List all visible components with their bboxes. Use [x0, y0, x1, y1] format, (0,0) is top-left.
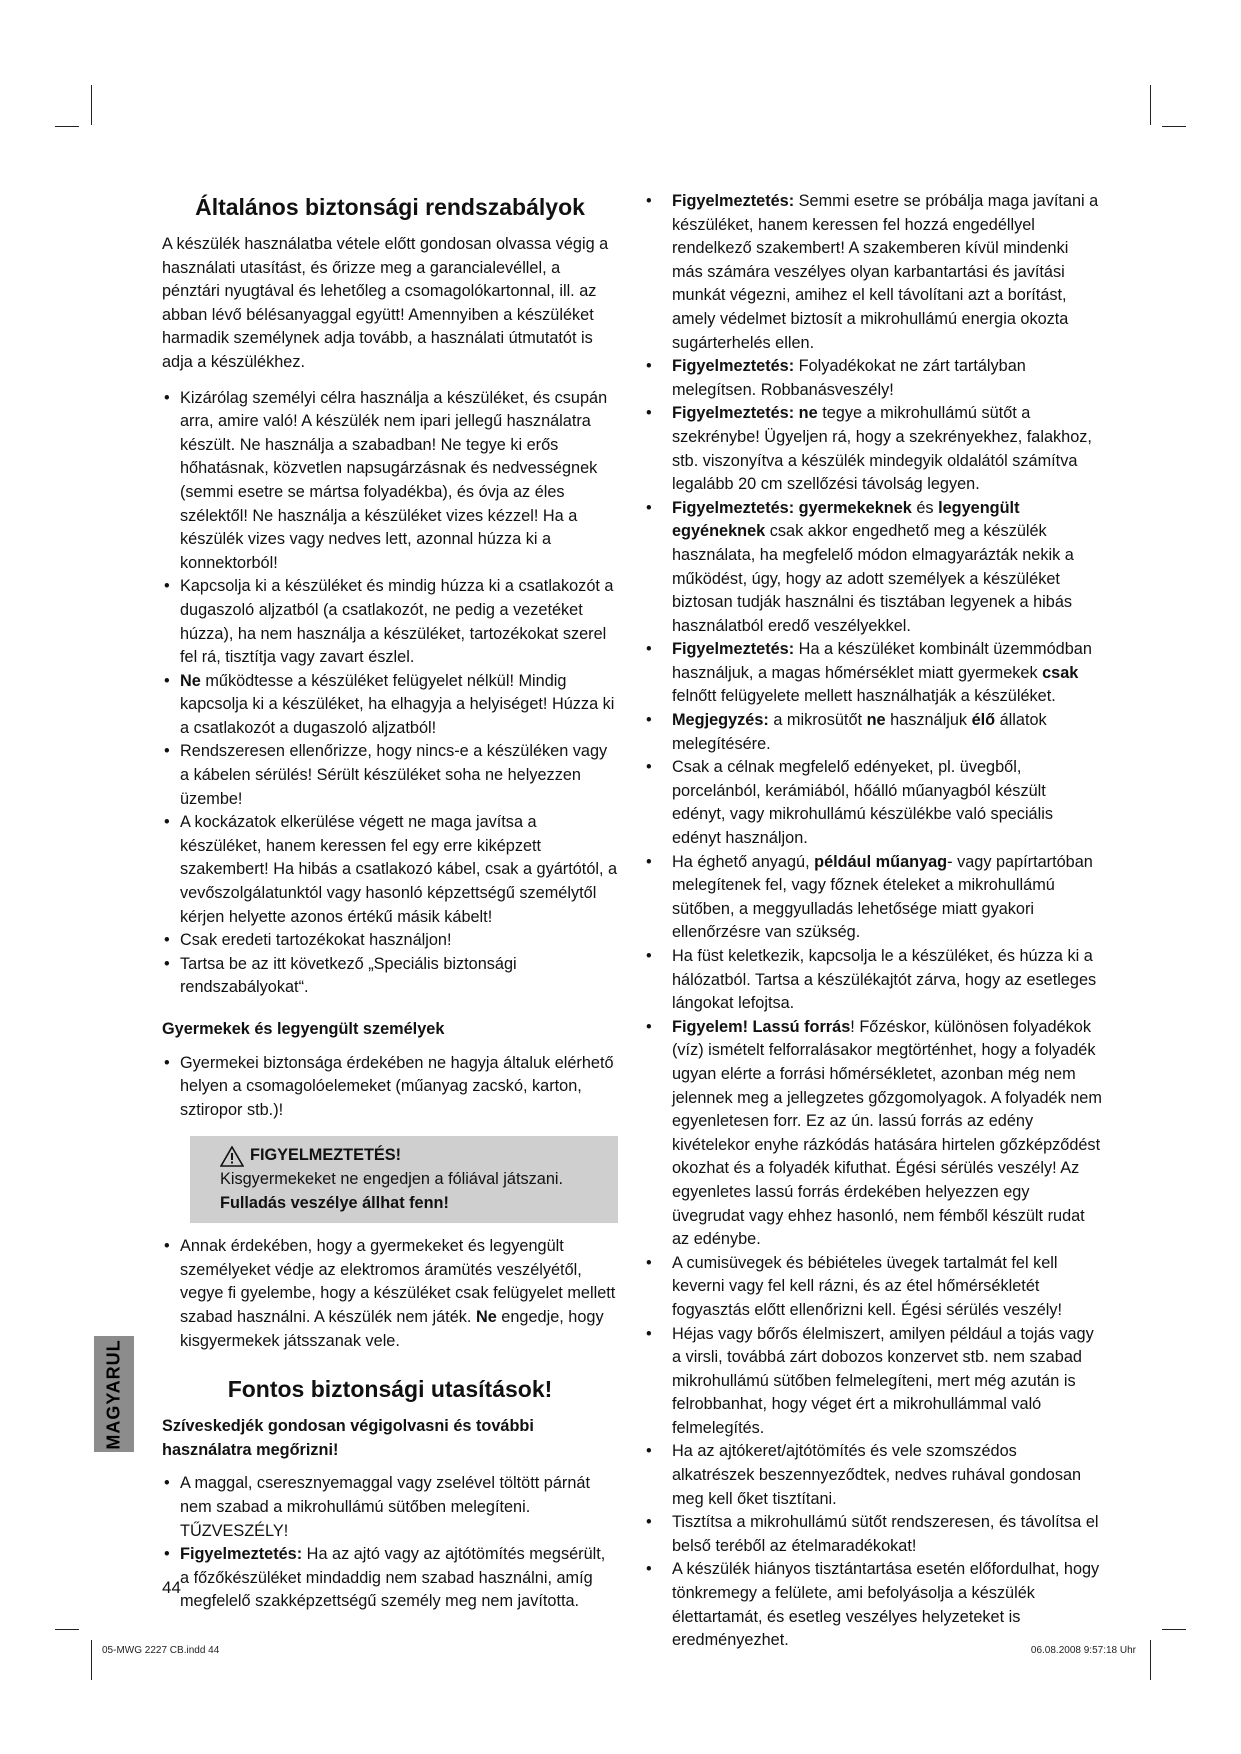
- footer-date: 06.08.2008 9:57:18 Uhr: [1030, 1645, 1136, 1656]
- crop-mark: [55, 1629, 79, 1630]
- intro-paragraph: A készülék használatba vétele előtt gondosan olvassa végig a használati utasítást, és őrizze meg a garancialevéllel, a pénztári nyugtával és lehetőleg a csomagolókartonnal, ill. az abban lévő bélésanyaggal együtt! Amennyiben a készüléket harmadik személynek adja tovább, a használati útmutatót is adja a készülékhez.: [162, 235, 609, 371]
- left-column: [162, 190, 618, 1614]
- list-item: • Figyelmeztetés: Semmi esetre se próbálja maga javítani a készüléket, hanem keressen fel hozzá engedéllyel rendelkező szakembert! A szakemberen kívül mindenki más számára veszélyes olyan karbantartási és javítási munkát végezni, amihez el kell távolítani azt a borítást, amely védelmet biztosít a mikrohullámú energia okozta sugárterhelés ellen.: [642, 190, 1102, 355]
- warning-box: [190, 1136, 618, 1223]
- list-item: • A cumisüvegek és bébiételes üvegek tartalmát fel kell keverni vagy fel kell rázni, és az étel hőmérsékletét fogyasztás előtt ellenőrizni kell. Égési sérülés veszély!: [642, 1252, 1102, 1323]
- language-tab: MAGYARUL: [94, 1336, 134, 1452]
- list-item: • Rendszeresen ellenőrizze, hogy nincs-e a készüléken vagy a kábelen sérülés! Sérült készüléket soha ne helyezzen üzembe!: [162, 740, 618, 811]
- warning-text: Kisgyermekeket ne engedjen a fóliával játszani. Fulladás veszélye állhat fenn!: [220, 1169, 564, 1212]
- list-item: • Ne működtesse a készüléket felügyelet nélkül! Mindig kapcsolja ki a készüléket, ha elhagyja a helyiséget! Húzza ki a csatlakozót a dugaszoló aljzatból!: [162, 670, 618, 741]
- important-list: [162, 1472, 618, 1614]
- crop-mark: [1162, 126, 1186, 127]
- list-item: • Gyermekei biztonsága érdekében ne hagyja általuk elérhető helyen a csomagolóelemeket (műanyag zacskó, karton, sztiropor stb.)!: [162, 1052, 618, 1123]
- list-item: • A maggal, cseresznyemaggal vagy zselével töltött párnát nem szabad a mikrohullámú sütőben melegíteni. TŰZVESZÉLY!: [162, 1472, 618, 1543]
- list-item: • Tisztítsa a mikrohullámú sütőt rendszeresen, és távolítsa el belső teréből az ételmaradékokat!: [642, 1511, 1102, 1558]
- list-item: • Ha füst keletkezik, kapcsolja le a készüléket, és húzza ki a hálózatból. Tartsa a készülékajtót zárva, hogy az esetleges lángokat lefojtsa.: [642, 945, 1102, 1016]
- crop-mark: [55, 126, 79, 127]
- page-number: 44: [162, 1578, 181, 1597]
- list-item: • Tartsa be az itt következő „Speciális biztonsági rendszabályokat“.: [162, 953, 618, 1000]
- footer-file: 05-MWG 2227 CB.indd 44: [102, 1645, 220, 1656]
- children-heading: Gyermekek és legyengült személyek: [162, 1020, 445, 1038]
- list-item: • Megjegyzés: a mikrosütőt ne használjuk élő állatok melegítésére.: [642, 709, 1102, 756]
- list-item: • Héjas vagy bőrős élelmiszert, amilyen például a tojás vagy a virsli, továbbá zárt dobozos konzervet stb. nem szabad mikrohullámú sütőben felmelegíteni, mert még azután is felrobbanhat, hogy véget ért a mikrohullámmal való felmelegítés.: [642, 1323, 1102, 1441]
- list-item: • Figyelem! Lassú forrás! Főzéskor, különösen folyadékok (víz) ismételt felforralásakor megtörténhet, hogy a folyadék ugyan elérte a forrási hőmérsékletet, azonban még nem jelennek meg a jellegzetes gőzgomolyagok. A folyadék nem egyenletesen forr. Ez az ún. lassú forrás az edény kivételekor enyhe rázkódás hatására hirtelen gőzképződést okozhat és a folyadék kifuthat. Égési sérülés veszély! Az egyenletes lassú forrás érdekében helyezzen egy üvegrudat vagy ehhez hasonló, nem fémből készült rudat az edénybe.: [642, 1016, 1102, 1252]
- important-list-continued: [642, 190, 1102, 1653]
- section-title: Fontos biztonsági utasítások!: [227, 1376, 553, 1403]
- list-item: • Ha éghető anyagú, például műanyag- vagy papírtartóban melegítenek fel, vagy főznek ételeket a mikrohullámú sütőben, a meggyulladás lehetősége miatt gyakori ellenőrzésre van szükség.: [642, 851, 1102, 945]
- children-list: [162, 1052, 618, 1123]
- list-item: • Kapcsolja ki a készüléket és mindig húzza ki a csatlakozót a dugaszoló aljzatból (a csatlakozót, ne pedig a vezetéket húzza), ha nem használja a készüléket, tartozékokat szerel fel rá, tisztítja vagy zavart észlel.: [162, 575, 618, 669]
- list-item: • Csak eredeti tartozékokat használjon!: [162, 929, 618, 953]
- list-item: • Figyelmeztetés: Folyadékokat ne zárt tartályban melegítsen. Robbanásveszély!: [642, 355, 1102, 402]
- crop-mark: [91, 1640, 92, 1680]
- list-item: • Figyelmeztetés: gyermekeknek és legyengült egyéneknek csak akkor engedhető meg a készülék használata, ha megfelelő módon elmagyarázták nekik a működést, úgy, hogy az adott személyek a készüléket biztosan tudják használni és tisztában legyenek a hibás használatból eredő veszélyekkel.: [642, 497, 1102, 639]
- right-column: [642, 190, 1102, 1653]
- page-title: Általános biztonsági rendszabályok: [195, 194, 585, 220]
- list-item: • Annak érdekében, hogy a gyermekeket és legyengült személyeket védje az elektromos áramütés veszélyétől, vegye fi gyelembe, hogy a készüléket csak felügyelet mellett szabad használni. A készülék nem játék. Ne engedje, hogy kisgyermekek játsszanak vele.: [162, 1235, 618, 1353]
- crop-mark: [1162, 1629, 1186, 1630]
- list-item: • Figyelmeztetés: Ha az ajtó vagy az ajtótömítés megsérült, a főzőkészüléket mindaddig nem szabad használni, amíg megfelelő szakképzettségű személy meg nem javította.: [162, 1543, 618, 1614]
- children-list-2: [162, 1235, 618, 1353]
- list-item: • A kockázatok elkerülése végett ne maga javítsa a készüléket, hanem keressen fel egy erre kiképzett szakembert! Ha hibás a csatlakozó kábel, csak a gyártótól, a vevőszolgálatunktól vagy hasonló képzettségű személytől kérjen helyette azonos értékű másik kábelt!: [162, 811, 618, 929]
- list-item: • Figyelmeztetés: ne tegye a mikrohullámú sütőt a szekrénybe! Ügyeljen rá, hogy a szekrényekhez, falakhoz, stb. viszonyítva a készülék mindegyik oldalától számítva legalább 20 cm szellőzési távolság legyen.: [642, 402, 1102, 496]
- list-item: • Csak a célnak megfelelő edényeket, pl. üvegből, porcelánból, kerámiából, hőálló műanyagból készült edényt, vagy mikrohullámú készülékbe való speciális edényt használjon.: [642, 756, 1102, 850]
- list-item: • Ha az ajtókeret/ajtótömítés és vele szomszédos alkatrészek beszennyeződtek, nedves ruhával gondosan meg kell őket tisztítani.: [642, 1440, 1102, 1511]
- list-item: • Kizárólag személyi célra használja a készüléket, és csupán arra, amire való! A készülék nem ipari jellegű használatra készült. Ne használja a szabadban! Ne tegye ki erős hőhatásnak, közvetlen napsugárzásnak és nedvességnek (semmi esetre se mártsa folyadékba), és óvja az éles szélektől! Ne használja a készüléket vizes kézzel! Ha a készülék vizes vagy nedves lett, azonnal húzza ki a konnektorból!: [162, 387, 618, 576]
- list-item: • Figyelmeztetés: Ha a készüléket kombinált üzemmódban használjuk, a magas hőmérséklet miatt gyermekek csak felnőtt felügyelete mellett használhatják a készüléket.: [642, 638, 1102, 709]
- warning-title: FIGYELMEZTETÉS!: [220, 1144, 606, 1168]
- safety-list: [162, 387, 618, 1000]
- crop-mark: [1150, 85, 1151, 125]
- crop-mark: [91, 85, 92, 125]
- crop-mark: [1150, 1640, 1151, 1680]
- warning-triangle-icon: [220, 1146, 244, 1167]
- list-item: • A készülék hiányos tisztántartása esetén előfordulhat, hogy tönkremegy a felülete, ami befolyásolja a készülék élettartamát, és esetleg veszélyes helyzeteket is eredményezhet.: [642, 1558, 1102, 1652]
- read-heading: Szíveskedjék gondosan végigolvasni és további használatra megőrizni!: [162, 1417, 534, 1459]
